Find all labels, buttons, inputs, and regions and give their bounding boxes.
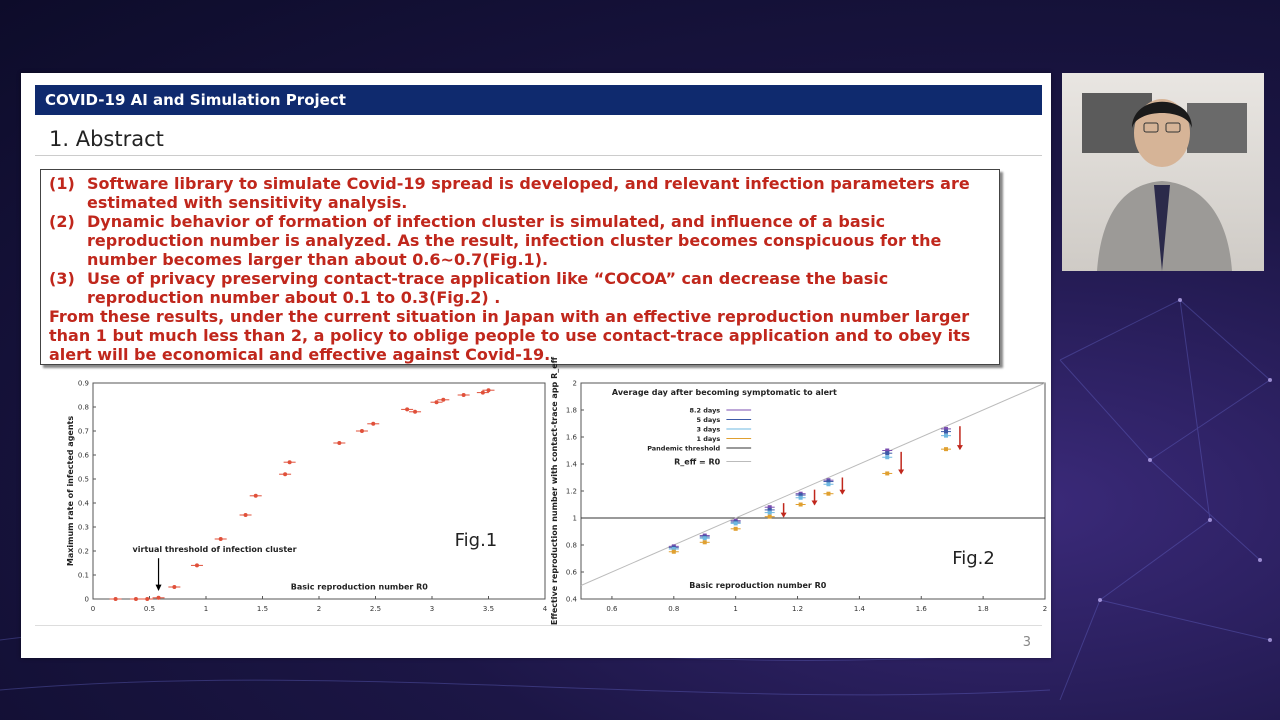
- slide-title: 1. Abstract: [49, 127, 164, 151]
- arrow-head: [839, 490, 845, 495]
- legend-label: Pandemic threshold: [647, 444, 721, 453]
- data-point: [172, 585, 176, 589]
- x-tick-label: 3.5: [482, 605, 495, 613]
- x-tick-label: 1.6: [915, 605, 927, 613]
- fig1-chart: [59, 377, 548, 613]
- abstract-conclusion: From these results, under the current situation in Japan with an effective reproduction number larger than 1 but much less than 2, a policy to oblige people to use contact-trace application and to obey its alert will be economical and effective against Covid-19.: [49, 307, 971, 364]
- data-point: [481, 391, 485, 395]
- data-point: [944, 447, 948, 451]
- data-point: [768, 515, 772, 519]
- data-point: [944, 434, 948, 438]
- data-point: [703, 540, 707, 544]
- data-point: [435, 400, 439, 404]
- arrow-head: [156, 585, 162, 591]
- y-tick-label: 0.8: [77, 403, 89, 412]
- legend-title: Average day after becoming symptomatic to alert: [611, 388, 837, 398]
- presenter-silhouette: [1062, 73, 1264, 271]
- data-point: [799, 496, 803, 500]
- item-text: Software library to simulate Covid-19 spread is developed, and relevant infection parameters are estimated with sensitivity analysis.: [87, 174, 970, 212]
- data-point: [413, 410, 417, 414]
- fig2-chart: [541, 356, 1048, 626]
- figure-label: Fig.1: [454, 530, 498, 552]
- x-tick-label: 2: [1042, 605, 1048, 613]
- x-tick-label: 1.5: [256, 605, 269, 613]
- y-axis-label: Maximum rate of infected agents: [66, 415, 75, 567]
- legend-label: 5 days: [696, 416, 721, 424]
- arrow-head: [812, 501, 818, 506]
- wall-picture: [1187, 103, 1247, 153]
- x-tick-label: 0.8: [668, 605, 680, 613]
- arrow-head: [957, 445, 963, 450]
- y-tick-label: 0.3: [77, 523, 89, 532]
- data-point: [145, 597, 149, 601]
- abstract-item-1: [49, 174, 991, 212]
- y-tick-label: 0.7: [77, 427, 89, 436]
- x-tick-label: 1: [203, 605, 209, 613]
- page-number: 3: [1022, 635, 1031, 650]
- abstract-item-2: [49, 212, 991, 269]
- item-number: (1): [49, 174, 75, 193]
- data-point: [734, 521, 738, 525]
- x-tick-label: 1: [733, 605, 738, 613]
- data-point: [405, 407, 409, 411]
- item-text: Dynamic behavior of formation of infection cluster is simulated, and influence of a basic reproduction number is analyzed. As the result, infection cluster becomes conspicuous for the number becomes larger than about 0.6~0.7(Fig.1).: [87, 212, 942, 269]
- data-point: [734, 527, 738, 531]
- x-tick-label: 0.6: [606, 605, 618, 613]
- y-tick-label: 0.4: [77, 499, 89, 508]
- x-axis-label: Basic reproduction number R0: [290, 582, 428, 592]
- data-point: [826, 482, 830, 486]
- data-point: [283, 472, 287, 476]
- item-text: Use of privacy preserving contact-trace application like “COCOA” can decrease the basic reproduction number about 0.1 to 0.3(Fig.2) .: [87, 269, 889, 307]
- x-tick-label: 1.2: [791, 605, 804, 613]
- data-point: [371, 422, 375, 426]
- data-point: [244, 513, 248, 517]
- presenter-webcam: [1062, 73, 1264, 271]
- y-tick-label: 0.8: [565, 541, 577, 550]
- data-point: [441, 398, 445, 402]
- data-point: [219, 537, 223, 541]
- presentation-slide: [21, 73, 1051, 658]
- arrow-head: [898, 469, 904, 474]
- x-tick-label: 0.5: [143, 605, 156, 613]
- data-point: [288, 460, 292, 464]
- x-tick-label: 2: [316, 605, 322, 613]
- data-point: [462, 393, 466, 397]
- plot-frame: [93, 383, 545, 599]
- arrow-head: [781, 513, 787, 518]
- y-tick-label: 1.8: [565, 406, 577, 415]
- y-tick-label: 0.6: [565, 568, 577, 577]
- legend-label: 3 days: [696, 425, 721, 434]
- item-number: (2): [49, 212, 75, 231]
- y-tick-label: 1.2: [565, 487, 577, 496]
- legend-label: R_eff = R0: [674, 457, 721, 467]
- y-tick-label: 0.1: [77, 571, 89, 580]
- y-tick-label: 1.4: [565, 460, 577, 469]
- abstract-item-3: [49, 269, 991, 307]
- y-tick-label: 0.2: [77, 547, 89, 556]
- x-tick-label: 4: [542, 605, 548, 613]
- data-point: [768, 511, 772, 515]
- y-tick-label: 0.5: [77, 475, 89, 484]
- data-point: [885, 455, 889, 459]
- data-point: [703, 536, 707, 540]
- y-tick-label: 0.6: [77, 451, 89, 460]
- data-point: [826, 492, 830, 496]
- y-tick-label: 1.6: [565, 433, 577, 442]
- data-point: [944, 430, 948, 434]
- threshold-annotation: virtual threshold of infection cluster: [132, 545, 297, 555]
- data-point: [672, 550, 676, 554]
- y-tick-label: 0.4: [565, 595, 577, 604]
- legend-label: 8.2 days: [689, 406, 721, 415]
- data-point: [195, 563, 199, 567]
- x-tick-label: 1.8: [977, 605, 989, 613]
- data-point: [487, 388, 491, 392]
- y-tick-label: 2: [572, 379, 577, 388]
- footer-divider: [35, 625, 1042, 626]
- data-point: [885, 451, 889, 455]
- data-point: [799, 503, 803, 507]
- data-point: [337, 441, 341, 445]
- data-point: [254, 494, 258, 498]
- x-axis-label: Basic reproduction number R0: [689, 581, 827, 591]
- y-tick-label: 0: [84, 595, 89, 604]
- y-tick-label: 1: [572, 514, 577, 523]
- y-axis-label: Effective reproduction number with contact-trace app R_eff: [550, 356, 559, 626]
- title-divider: [35, 155, 1042, 156]
- figure-label: Fig.2: [952, 547, 995, 569]
- data-point: [114, 597, 118, 601]
- x-tick-label: 2.5: [369, 605, 382, 613]
- legend-label: 1 days: [696, 435, 721, 443]
- data-point: [157, 596, 161, 600]
- data-point: [360, 429, 364, 433]
- abstract-box: [40, 169, 1000, 365]
- slide-header: COVID-19 AI and Simulation Project: [35, 85, 1042, 115]
- x-tick-label: 0: [90, 605, 96, 613]
- item-number: (3): [49, 269, 75, 288]
- x-tick-label: 3: [429, 605, 435, 613]
- x-tick-label: 1.4: [853, 605, 865, 613]
- data-point: [885, 471, 889, 475]
- data-point: [134, 597, 138, 601]
- y-tick-label: 0.9: [77, 379, 89, 388]
